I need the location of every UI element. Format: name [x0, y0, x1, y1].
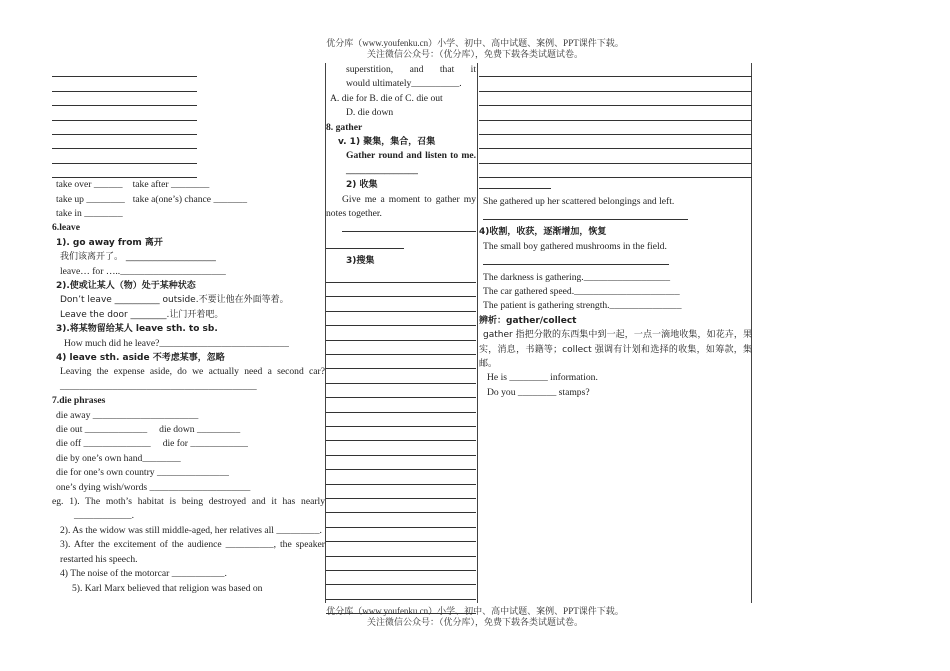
die-options-2: D. die down	[346, 107, 394, 119]
take-row-2: take up ________ take a(one’s) chance _______	[56, 193, 248, 205]
bottom-banner	[0, 606, 950, 628]
leave-example-3: Leave the door ________.让门开着吧。	[60, 309, 224, 320]
gather-answer-line	[326, 221, 476, 237]
die-country: die for one’s own country _______________	[56, 467, 229, 479]
leave-sense-1: 1). go away from 离开	[56, 237, 163, 248]
die-row-2: die off ______________ die for ____________	[56, 438, 248, 450]
distinguish-heading: 辨析：gather/collect	[479, 315, 577, 326]
gather-example-1: Gather round and listen to me. _______________	[346, 150, 476, 176]
banner-line-1: 优分库（www.youfenku.cn）小学、初中、高中试题、案例、PPT课件下载。	[326, 38, 624, 48]
distinguish-explanation: gather 指把分散的东西集中到一起，一点一滴地收集，如花卉，果实，消息，书籍等；collect 强调有计划和选择的收集，如筹款，集邮。	[479, 330, 752, 369]
superstition-line: superstition, and that it	[346, 64, 476, 75]
boy-answer-line	[479, 254, 752, 270]
column-divider-2	[477, 63, 478, 603]
short-blank-line	[479, 178, 752, 194]
collect-example-1: He is ________ information.	[487, 372, 598, 384]
blank-lines-middle	[326, 269, 476, 614]
leave-example-4: How much did he leave?___________________________	[64, 337, 289, 349]
die-eg-1: eg. 1). The moth’s habitat is being destroyed and it has nearly ____________.	[52, 496, 325, 522]
banner-line-2: 关注微信公众号：（优分库），免费下载各类试题试卷。	[366, 49, 583, 59]
gather-example-scattered: She gathered up her scattered belongings and left.	[483, 195, 675, 207]
die-row-1: die out _____________ die down _________	[56, 424, 241, 436]
die-by: die by one’s own hand________	[56, 452, 181, 464]
leave-example-5: Leaving the expense aside, do we actually need a second car?_________________________________________	[60, 366, 325, 392]
gather-sense-3: 3)搜集	[346, 256, 375, 267]
scattered-answer-line	[479, 209, 752, 225]
leave-example-1: 我们该离开了。 ____________________	[60, 252, 216, 263]
leave-for: leave… for …..______________________	[60, 265, 226, 277]
die-eg-2: 2). As the widow was still middle-aged, her relatives all _________.	[60, 524, 322, 536]
take-in: take in ________	[56, 207, 123, 219]
gather-example-darkness: The darkness is gathering.__________________	[483, 271, 671, 283]
column-middle	[326, 63, 476, 614]
would-ultimately: would ultimately__________.	[346, 78, 462, 90]
gather-answer-line-2	[326, 238, 476, 254]
die-away: die away ______________________	[56, 409, 199, 421]
leave-sense-2: 2).使或让某人（物）处于某种状态	[56, 280, 196, 291]
take-row-1: take over ______ take after ________	[56, 179, 210, 191]
gather-example-boy: The small boy gathered mushrooms in the field.	[483, 240, 667, 252]
blank-lines-top	[52, 63, 197, 178]
die-options-1: A. die for B. die of C. die out	[330, 92, 443, 104]
banner-line-2-bottom: 关注微信公众号：（优分库），免费下载各类试题试卷。	[366, 617, 583, 627]
die-heading: 7.die phrases	[52, 395, 106, 407]
collect-example-2: Do you ________ stamps?	[487, 386, 590, 398]
gather-heading: 8. gather	[326, 121, 363, 133]
gather-sense-1: v. 1) 聚集，集合，召集	[338, 137, 436, 148]
gather-sense-2: 2) 收集	[346, 180, 378, 191]
gather-example-car: The car gathered speed.______________________	[483, 285, 680, 297]
leave-sense-4: 4) leave sth. aside 不考虑某事，忽略	[56, 353, 225, 363]
banner-line-1-bottom: 优分库（www.youfenku.cn）小学、初中、高中试题、案例、PPT课件下载。	[326, 606, 624, 616]
dying-wish: one’s dying wish/words _____________________	[56, 481, 251, 493]
top-banner	[0, 38, 950, 60]
gather-example-2: Give me a moment to gather my notes together.	[326, 193, 476, 220]
leave-sense-3: 3).将某物留给某人 leave sth. to sb.	[56, 324, 218, 335]
die-eg-3: 3). After the excitement of the audience __________, the speaker restarted his speech.	[60, 539, 325, 565]
leave-heading: 6.leave	[52, 222, 80, 234]
leave-example-2: Don’t leave __________ outside.不要让他在外面等着。	[60, 295, 289, 306]
blank-lines-right	[479, 63, 752, 178]
column-left	[52, 63, 325, 596]
gather-example-patient: The patient is gathering strength._______________	[483, 300, 682, 312]
die-eg-4: 4) The noise of the motorcar ___________.	[60, 568, 227, 580]
column-right	[479, 63, 752, 400]
die-eg-5: 5). Karl Marx believed that religion was based on	[72, 582, 263, 594]
gather-sense-4: 4)收割，收获，逐渐增加，恢复	[479, 227, 607, 238]
